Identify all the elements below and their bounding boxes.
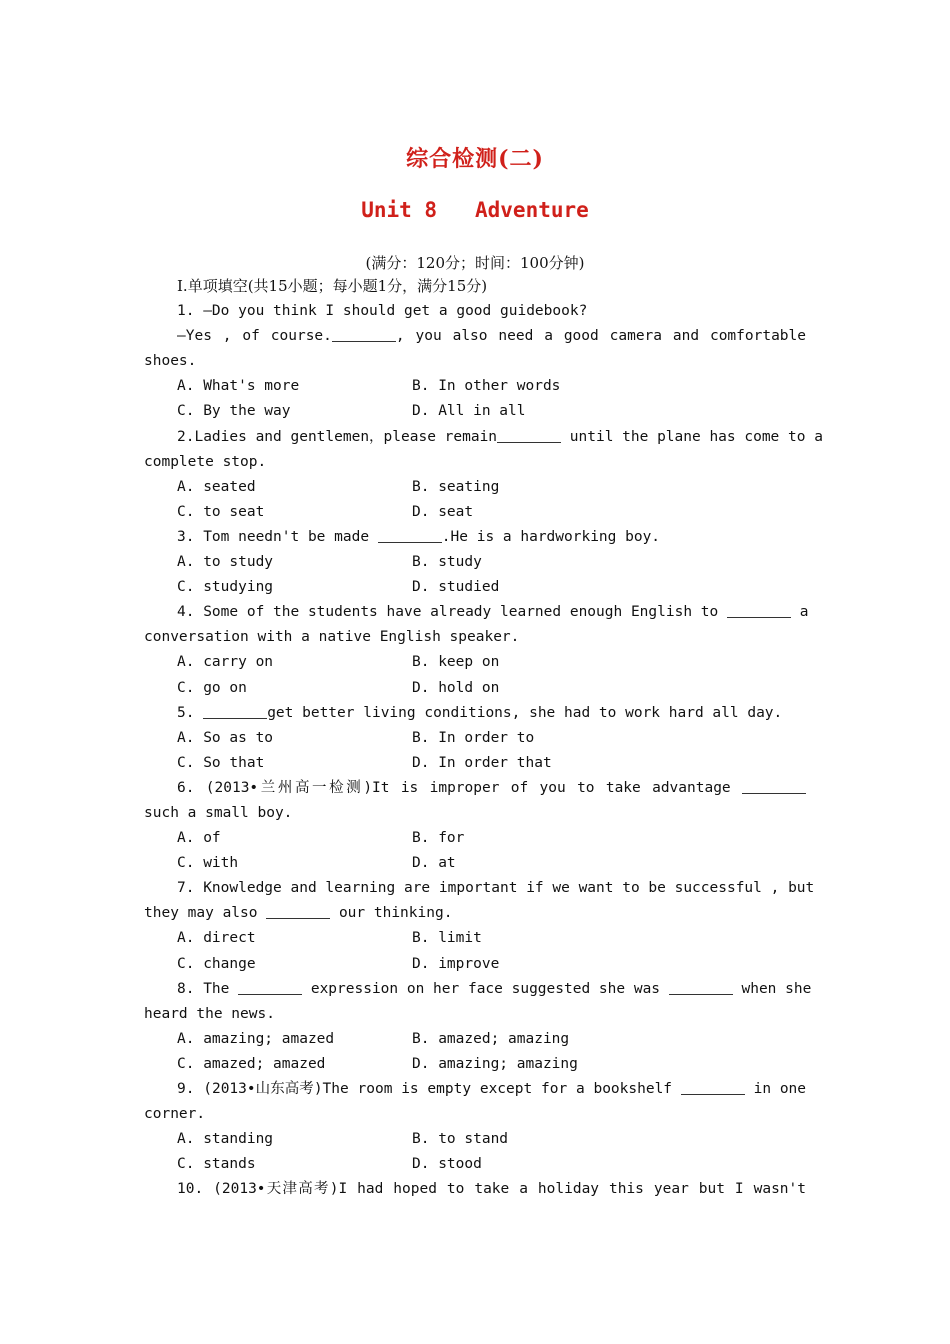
- answer-blank: [497, 428, 561, 443]
- question-stem: conversation with a native English speaker.: [144, 629, 520, 646]
- answer-blank: [742, 779, 806, 794]
- option: A. to study: [177, 554, 274, 571]
- option: C. change: [177, 955, 256, 972]
- option: D. In order that: [412, 754, 552, 771]
- option-row: [144, 676, 806, 701]
- option: A. carry on: [177, 654, 274, 671]
- option: A. What's more: [177, 378, 300, 395]
- section-heading: Ⅰ.单项填空(共15小题；每小题1分，满分15分): [177, 277, 488, 295]
- question-stem: 2.Ladies and gentlemen，please remain until the plane has come to a: [177, 428, 823, 445]
- option: A. seated: [177, 478, 256, 495]
- answer-blank: [266, 904, 330, 919]
- question-stem: complete stop.: [144, 453, 267, 470]
- option-row: [144, 1152, 806, 1177]
- option-row: [144, 1127, 806, 1152]
- option: B. limit: [412, 930, 482, 947]
- option-row: [144, 952, 806, 977]
- option: D. amazing; amazing: [412, 1055, 578, 1072]
- option: A. of: [177, 830, 221, 847]
- answer-blank: [332, 327, 396, 342]
- option: C. stands: [177, 1156, 256, 1173]
- option: C. By the way: [177, 403, 291, 420]
- option-row: [144, 550, 806, 575]
- option-row: [144, 726, 806, 751]
- option: C. with: [177, 855, 239, 872]
- exam-title: 综合检测(二): [406, 146, 544, 172]
- option: D. stood: [412, 1156, 482, 1173]
- exam-meta: (满分：120分；时间：100分钟): [365, 254, 585, 272]
- question-stem: 9. (2013•山东高考)The room is empty except for a bookshelf in one: [177, 1081, 807, 1097]
- question-stem: 6. (2013•兰州高一检测)It is improper of you to take advantage: [144, 776, 806, 801]
- question-stem: 4. Some of the students have already learned enough English to a: [177, 604, 809, 621]
- option: A. standing: [177, 1131, 274, 1148]
- option: D. hold on: [412, 679, 500, 696]
- option: C. go on: [177, 679, 247, 696]
- question-stem: —Yes , of course. , you also need a good camera and comfortable: [177, 328, 807, 345]
- option-row: [144, 399, 806, 424]
- option-row: [144, 826, 806, 851]
- option: A. direct: [177, 930, 256, 947]
- answer-blank: [238, 980, 302, 995]
- option-row: [144, 650, 806, 675]
- option-row: [144, 575, 806, 600]
- option: B. keep on: [412, 654, 500, 671]
- question-list: [144, 274, 823, 1202]
- option-row: [144, 475, 806, 500]
- option: D. studied: [412, 579, 500, 596]
- option: A. So as to: [177, 729, 274, 746]
- option: B. for: [412, 830, 465, 847]
- option: C. studying: [177, 579, 274, 596]
- option: D. improve: [412, 955, 500, 972]
- option-row: [144, 751, 806, 776]
- option-row: [144, 374, 806, 399]
- question-stem: 10. (2013•天津高考)I had hoped to take a holiday this year but I wasn't: [177, 1181, 806, 1198]
- option: D. at: [412, 855, 456, 872]
- answer-blank: [681, 1080, 745, 1095]
- answer-blank: [378, 528, 442, 543]
- question-stem: such a small boy.: [144, 804, 293, 821]
- option-row: [144, 851, 806, 876]
- answer-blank: [669, 980, 733, 995]
- question-stem: 3. Tom needn't be made .He is a hardworking boy.: [177, 528, 661, 545]
- question-stem: 7. Knowledge and learning are important if we want to be successful , but: [177, 880, 815, 897]
- option: B. In other words: [412, 378, 561, 395]
- question-stem: they may also our thinking.: [144, 905, 453, 922]
- unit-topic: Adventure: [475, 198, 589, 222]
- option: A. amazing; amazed: [177, 1030, 335, 1047]
- unit-heading: [0, 198, 950, 222]
- option: D. All in all: [412, 403, 526, 420]
- option-row: [144, 500, 806, 525]
- question-stem: corner.: [144, 1106, 206, 1123]
- answer-blank: [203, 704, 267, 719]
- question-stem: 8. The expression on her face suggested she was when she: [177, 980, 812, 997]
- option-row: [144, 1052, 806, 1077]
- question-stem: 1. —Do you think I should get a good guidebook?: [177, 303, 588, 320]
- question-stem: shoes.: [144, 353, 197, 370]
- option-row: [144, 926, 806, 951]
- option: C. So that: [177, 754, 265, 771]
- unit-number: Unit 8: [361, 198, 438, 222]
- option: C. amazed; amazed: [177, 1055, 326, 1072]
- option: B. In order to: [412, 729, 535, 746]
- option: B. study: [412, 554, 482, 571]
- option: D. seat: [412, 503, 474, 520]
- option: C. to seat: [177, 503, 265, 520]
- question-stem: 5. get better living conditions, she had to work hard all day.: [177, 704, 783, 721]
- option: B. to stand: [412, 1131, 509, 1148]
- answer-blank: [727, 603, 791, 618]
- option-row: [144, 1027, 806, 1052]
- question-stem: heard the news.: [144, 1005, 275, 1022]
- option: B. seating: [412, 478, 500, 495]
- option: B. amazed; amazing: [412, 1030, 570, 1047]
